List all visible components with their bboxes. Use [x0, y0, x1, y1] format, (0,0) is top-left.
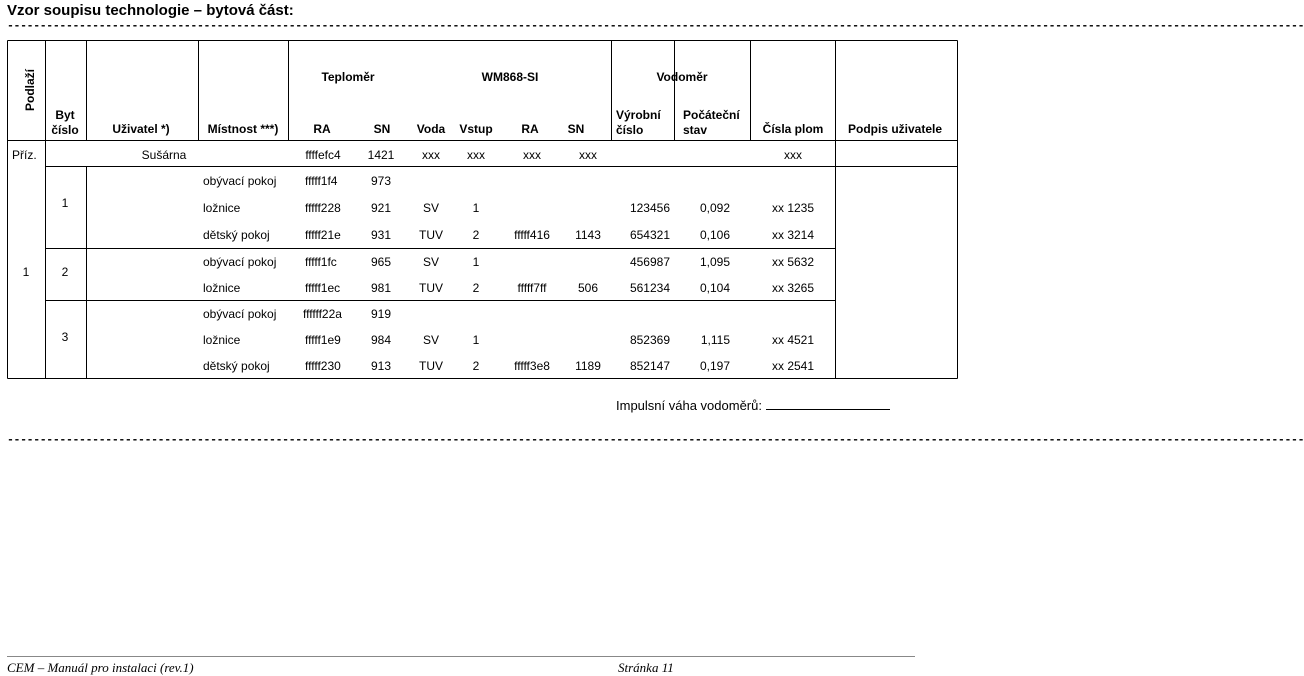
flat-number: 1	[61, 196, 69, 210]
vodomer-stav: 1,095	[699, 255, 730, 269]
priz-ra: ffffefc4	[305, 148, 341, 162]
vodomer-vyrobni: 852369	[629, 333, 670, 347]
room-name: obývací pokoj	[203, 174, 277, 188]
header-teplomer-sn: SN	[373, 122, 391, 136]
flat-number: 3	[61, 330, 69, 344]
vodomer-vyrobni: 561234	[629, 281, 670, 295]
teplomer-sn: 913	[370, 359, 392, 373]
footer-manual-title: CEM – Manuál pro instalaci (rev.1)	[7, 660, 194, 675]
header-pocatecni-stav: stav	[683, 123, 708, 137]
priz-wm-ra: xxx	[523, 148, 541, 162]
impulse-weight-blank	[766, 397, 890, 410]
page-footer	[7, 656, 915, 675]
plomba: xx 5632	[771, 255, 815, 269]
vodomer-vyrobni: 456987	[629, 255, 670, 269]
wm-ra: fffff416	[514, 228, 550, 242]
impulse-weight-field	[616, 397, 890, 413]
header-vstup: Vstup	[459, 122, 493, 136]
voda-type: TUV	[419, 228, 443, 242]
flat-number: 2	[61, 265, 69, 279]
room-name: ložnice	[203, 333, 241, 347]
plomba: xx 4521	[771, 333, 815, 347]
teplomer-ra: fffff1e9	[305, 333, 341, 347]
floor-number: 1	[22, 265, 30, 279]
vstup-number: 1	[472, 201, 480, 215]
header-wm-ra: RA	[521, 122, 539, 136]
vodomer-vyrobni: 654321	[629, 228, 670, 242]
teplomer-sn: 931	[370, 228, 392, 242]
header-wm868: WM868-SI	[481, 70, 539, 84]
wm-sn: 1189	[575, 359, 601, 373]
wm-ra: fffff3e8	[514, 359, 550, 373]
vstup-number: 1	[472, 333, 480, 347]
header-podlazi: Podlaží	[23, 68, 37, 112]
vodomer-stav: 0,106	[699, 228, 730, 242]
room-name: obývací pokoj	[203, 255, 277, 269]
vodomer-vyrobni: 123456	[629, 201, 670, 215]
header-vodomer: Vodoměr	[656, 70, 708, 84]
plomba: xx 3214	[771, 228, 815, 242]
vstup-number: 2	[472, 281, 480, 295]
wm-sn: 1143	[575, 228, 601, 242]
vstup-number: 2	[472, 359, 480, 373]
header-wm-sn: SN	[567, 122, 585, 136]
plomba: xx 2541	[771, 359, 815, 373]
header-cisla-plom: Čísla plom	[762, 122, 824, 136]
priz-sn: 1421	[367, 148, 395, 162]
room-name: dětský pokoj	[203, 359, 270, 373]
priz-voda: xxx	[422, 148, 440, 162]
teplomer-sn: 965	[370, 255, 392, 269]
voda-type: TUV	[419, 281, 443, 295]
teplomer-ra: fffff1fc	[305, 255, 337, 269]
plomba: xx 3265	[771, 281, 815, 295]
header-voda: Voda	[416, 122, 446, 136]
wm-sn: 506	[577, 281, 599, 295]
plomba: xx 1235	[771, 201, 815, 215]
teplomer-ra: fffff1ec	[305, 281, 341, 295]
voda-type: SV	[422, 333, 440, 347]
teplomer-ra: fffff21e	[305, 228, 341, 242]
teplomer-ra: fffff1f4	[305, 174, 338, 188]
priz-plomba: xxx	[784, 148, 802, 162]
teplomer-ra: fffff230	[305, 359, 341, 373]
dashed-separator-top: ------------------------------------------------------------------------------------------------------------------------------------------------------------------------------------------------------	[7, 20, 1304, 33]
vodomer-stav: 0,197	[699, 359, 730, 373]
priz-room: Sušárna	[141, 148, 187, 162]
dashed-separator-bottom: ------------------------------------------------------------------------------------------------------------------------------------------------------------------------------------------------------	[7, 434, 1304, 447]
wm-ra: fffff7ff	[517, 281, 547, 295]
header-teplomer: Teploměr	[321, 70, 375, 84]
header-byt-cislo: číslo	[51, 123, 79, 137]
header-vyrobni: Výrobní	[616, 108, 661, 122]
room-name: dětský pokoj	[203, 228, 270, 242]
teplomer-sn: 981	[370, 281, 392, 295]
vodomer-stav: 0,092	[699, 201, 730, 215]
teplomer-ra: fffff228	[305, 201, 341, 215]
vstup-number: 1	[472, 255, 480, 269]
header-mistnost: Místnost ***)	[207, 122, 279, 136]
header-byt: Byt	[55, 108, 75, 122]
header-vyrobni-cislo: číslo	[616, 123, 644, 137]
header-podpis: Podpis uživatele	[847, 122, 943, 136]
header-uzivatel: Uživatel *)	[112, 122, 170, 136]
voda-type: SV	[422, 201, 440, 215]
room-name: ložnice	[203, 281, 241, 295]
teplomer-sn: 921	[370, 201, 392, 215]
teplomer-sn: 973	[370, 174, 392, 188]
room-name: ložnice	[203, 201, 241, 215]
vstup-number: 2	[472, 228, 480, 242]
teplomer-sn: 919	[370, 307, 392, 321]
header-pocatecni: Počáteční	[683, 108, 740, 122]
priz-wm-sn: xxx	[579, 148, 597, 162]
footer-page-number: Stránka 11	[618, 660, 674, 675]
impulse-weight-label: Impulsní váha vodoměrů:	[616, 398, 762, 413]
teplomer-ra: ffffff22a	[303, 307, 342, 321]
voda-type: SV	[422, 255, 440, 269]
document-title: Vzor soupisu technologie – bytová část:	[7, 2, 294, 19]
voda-type: TUV	[419, 359, 443, 373]
vodomer-stav: 0,104	[699, 281, 730, 295]
priz-label: Příz.	[12, 148, 37, 162]
vodomer-vyrobni: 852147	[629, 359, 670, 373]
teplomer-sn: 984	[370, 333, 392, 347]
room-name: obývací pokoj	[203, 307, 277, 321]
priz-vstup: xxx	[467, 148, 485, 162]
vodomer-stav: 1,115	[700, 333, 730, 347]
header-teplomer-ra: RA	[313, 122, 331, 136]
